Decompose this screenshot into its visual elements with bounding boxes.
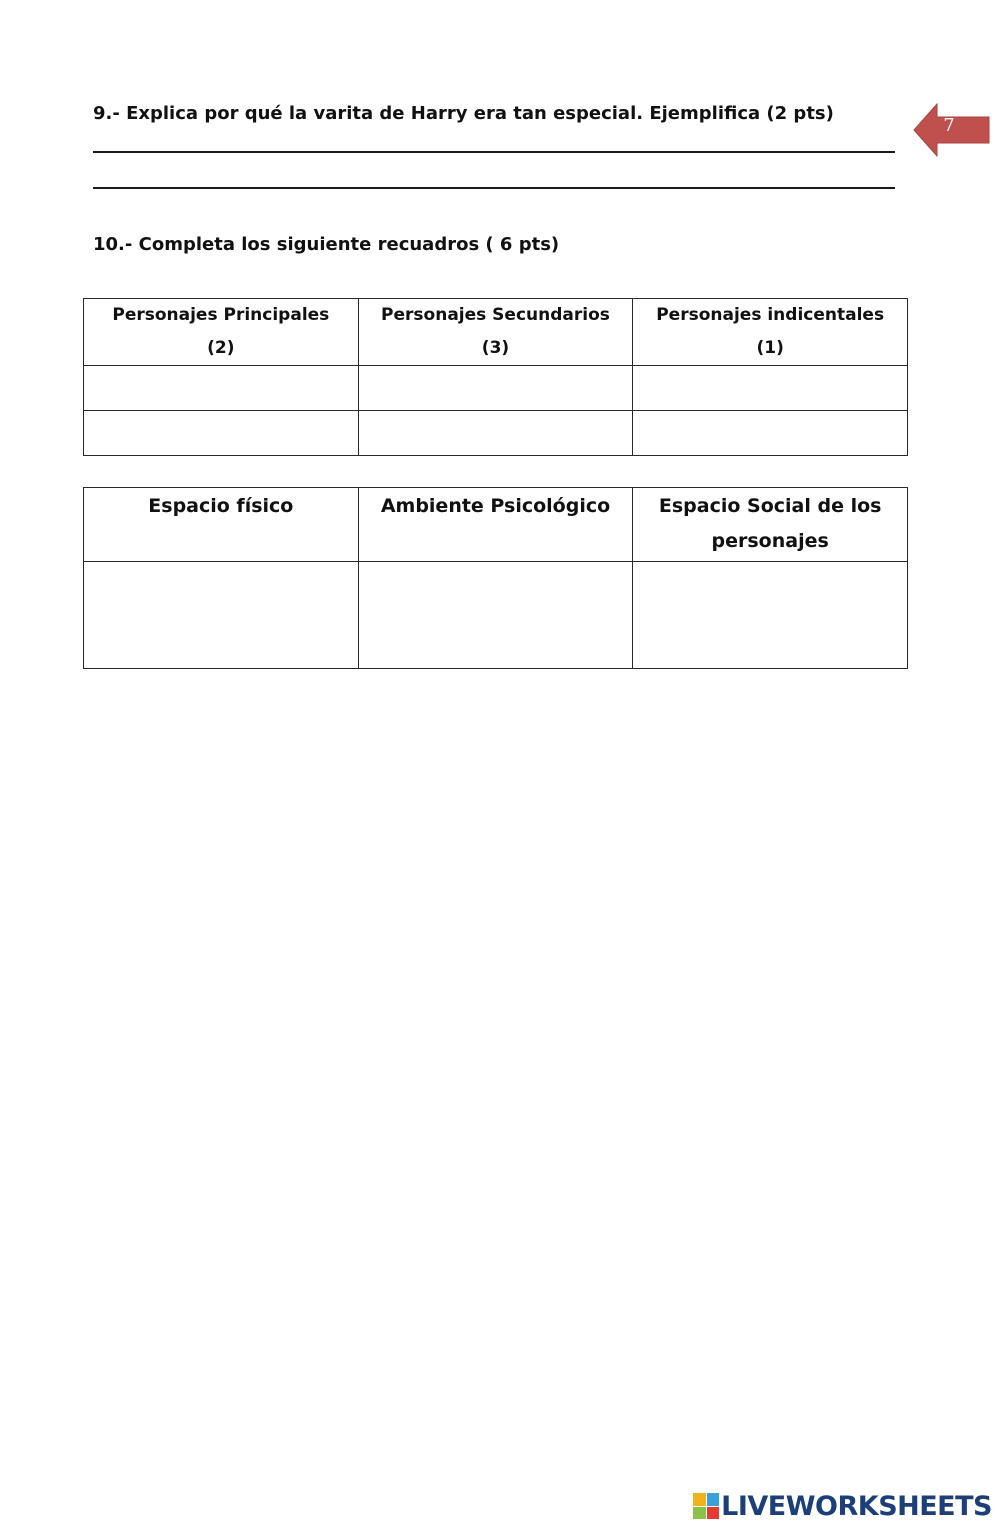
answer-cell-physical-space[interactable] [84,562,359,669]
header-social-space: Espacio Social de los personajes [633,488,908,562]
header-points: (1) [756,338,784,358]
liveworksheets-brand [693,1489,992,1523]
answer-cell-social-space[interactable] [633,562,908,669]
answer-cell-incidental-1[interactable] [633,366,908,411]
answer-cell-secondary-2[interactable] [358,411,633,456]
page-navigation-arrow[interactable] [913,103,990,157]
answer-cell-main-1[interactable] [84,366,359,411]
header-psychological-environment: Ambiente Psicológico [358,488,633,562]
page-number: 7 [943,115,955,136]
brand-name: LIVEWORKSHEETS [721,1490,992,1522]
question-10-prompt: 10.- Completa los siguiente recuadros ( 6 pts) [93,234,560,255]
header-incidental-characters [633,299,908,366]
header-secondary-characters [358,299,633,366]
liveworksheets-logo-icon [693,1493,719,1519]
header-points: (2) [207,338,235,358]
header-main-characters [84,299,359,366]
answer-cell-psychological-environment[interactable] [358,562,633,669]
answer-cell-secondary-1[interactable] [358,366,633,411]
question-9-prompt: 9.- Explica por qué la varita de Harry era tan especial. Ejemplifica (2 pts) [93,103,834,124]
setting-table [83,487,908,669]
header-title: Personajes indicentales [656,305,885,325]
answer-cell-incidental-2[interactable] [633,411,908,456]
answer-line-2[interactable] [93,187,895,189]
characters-table [83,298,908,456]
header-title: Personajes Secundarios [381,305,610,325]
header-physical-space: Espacio físico [84,488,359,562]
answer-cell-main-2[interactable] [84,411,359,456]
header-title: Personajes Principales [112,305,330,325]
answer-line-1[interactable] [93,151,895,153]
header-points: (3) [481,338,510,358]
